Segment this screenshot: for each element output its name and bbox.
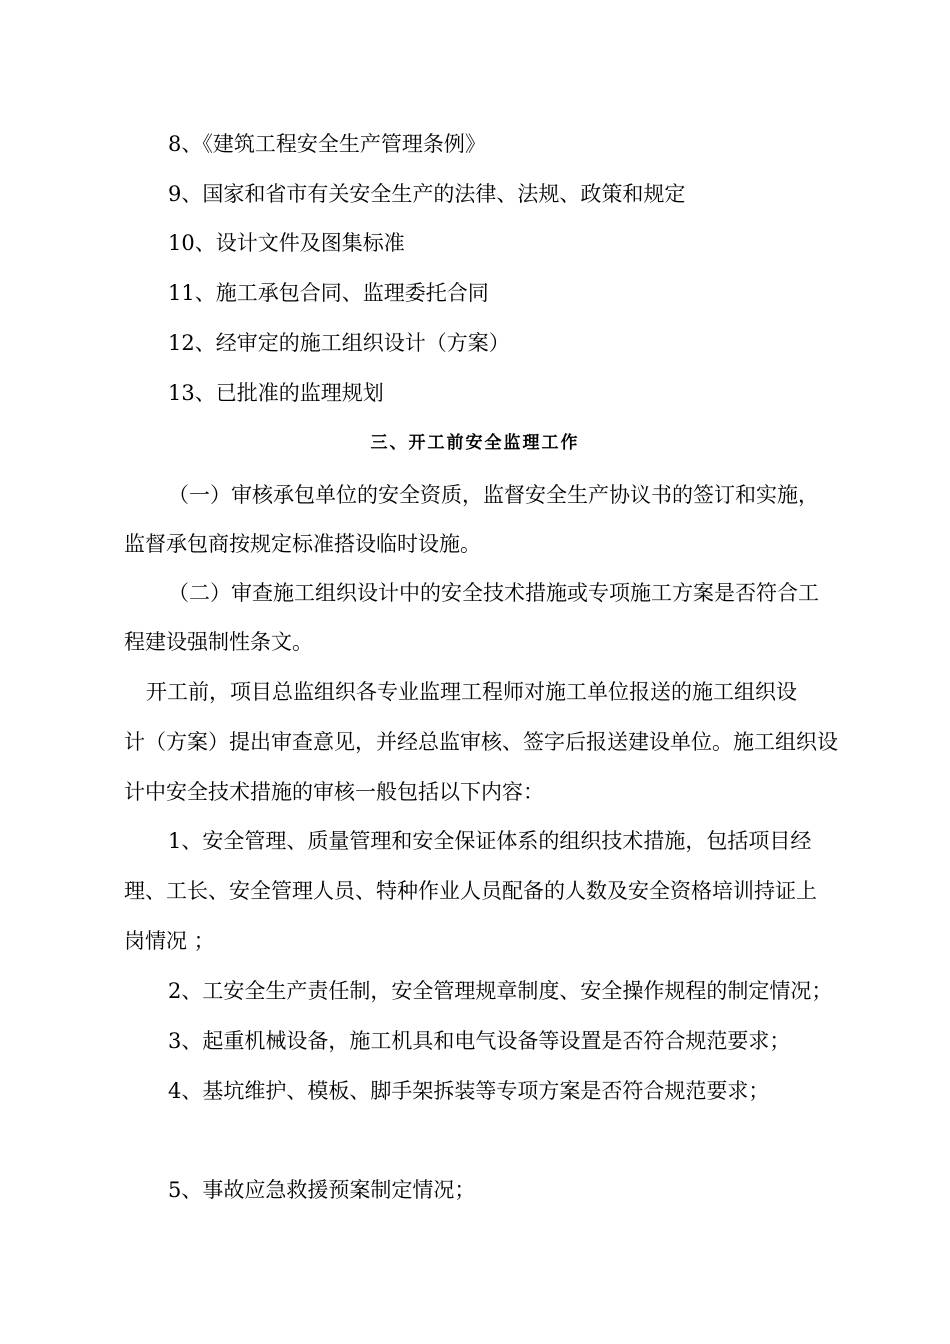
section-heading: 三、开工前安全监理工作 [370, 433, 580, 453]
list-item: 3、起重机械设备，施工机具和电气设备等设置是否符合规范要求； [168, 1029, 791, 1053]
list-item: 2、工安全生产责任制，安全管理规章制度、安全操作规程的制定情况； [168, 979, 833, 1003]
paragraph-line: 计中安全技术措施的审核一般包括以下内容： [124, 780, 544, 804]
list-item: 9、国家和省市有关安全生产的法律、法规、政策和规定 [168, 182, 686, 206]
paragraph-line: （二）审查施工组织设计中的安全技术措施或专项施工方案是否符合工 [168, 581, 819, 605]
list-item-continuation: 岗情况 ； [124, 929, 215, 953]
list-item: 12、经审定的施工组织设计（方案） [168, 331, 510, 355]
list-item-continuation: 理、工长、安全管理人员、特种作业人员配备的人数及安全资格培训持证上 [124, 879, 817, 903]
paragraph-line: 开工前，项目总监组织各专业监理工程师对施工单位报送的施工组织设 [146, 680, 797, 704]
list-item: 11、施工承包合同、监理委托合同 [168, 281, 489, 305]
paragraph-line: （一）审核承包单位的安全资质，监督安全生产协议书的签订和实施， [168, 483, 819, 507]
list-item: 1、安全管理、质量管理和安全保证体系的组织技术措施，包括项目经 [168, 829, 812, 853]
paragraph-line: 计（方案）提出审查意见，并经总监审核、签字后报送建设单位。施工组织设 [124, 730, 838, 754]
paragraph-line: 程建设强制性条文。 [124, 630, 313, 654]
list-item: 4、基坑维护、模板、脚手架拆装等专项方案是否符合规范要求； [168, 1079, 770, 1103]
list-item: 8、《建筑工程安全生产管理条例》 [168, 132, 486, 156]
paragraph-line: 监督承包商按规定标准搭设临时设施。 [124, 532, 481, 556]
list-item: 5、事故应急救援预案制定情况； [168, 1178, 476, 1202]
list-item: 13、已批准的监理规划 [168, 381, 384, 405]
list-item: 10、设计文件及图集标准 [168, 231, 405, 255]
